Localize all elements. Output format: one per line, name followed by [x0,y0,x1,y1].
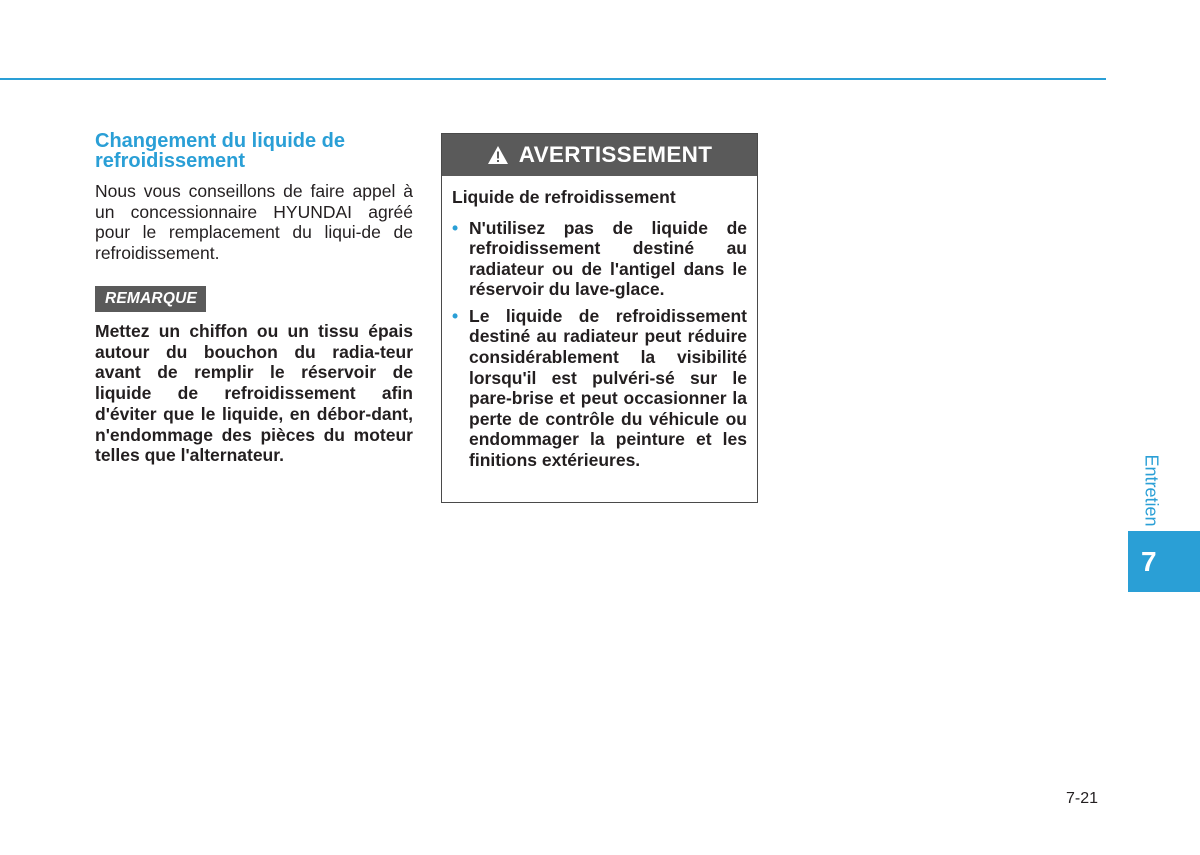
warning-item-text: Le liquide de refroidissement destiné au radiateur peut réduire considérablement la visibilité lorsqu'il est pulvéri-sé sur le pare-brise et peut occasionner la perte de contrôle du véhicule ou endommager la peinture et les finitions extérieures. [469,305,747,471]
warning-subtitle: Liquide de refroidissement [452,187,676,207]
warning-header-label: AVERTISSEMENT [518,142,713,167]
warning-item [452,306,747,471]
page-number: 7-21 [1066,790,1099,807]
warning-content [442,176,757,471]
chapter-number: 7 [1141,545,1157,577]
warning-item [452,218,747,300]
note-badge: REMARQUE [95,286,206,312]
bullet-icon: • [452,217,459,238]
warning-list [452,218,747,471]
side-tab-label [1140,448,1162,532]
warning-box [441,133,758,503]
bullet-icon: • [452,305,459,326]
side-tab-label-text: Entretien [1141,453,1162,527]
note-text: Mettez un chiffon ou un tissu épais autour du bouchon du radia-teur avant de remplir le réservoir de liquide de refroidissement afin d'éviter que le liquide, en débor-dant, n'endommage des pièces du moteur telles que l'alternateur. [95,321,413,466]
chapter-tab [1128,531,1200,592]
warning-item-text: N'utilisez pas de liquide de refroidissement destiné au radiateur ou de l'antigel dans le réservoir du lave-glace. [469,217,747,300]
section-body: Nous vous conseillons de faire appel à un concessionnaire HYUNDAI agréé pour le remplacement du liqui-de de refroidissement. [95,181,413,263]
warning-triangle-icon [487,145,509,165]
left-column [95,131,413,466]
section-title: Changement du liquide de refroidissement [95,130,346,172]
top-rule [0,78,1106,80]
warning-header [442,134,757,176]
